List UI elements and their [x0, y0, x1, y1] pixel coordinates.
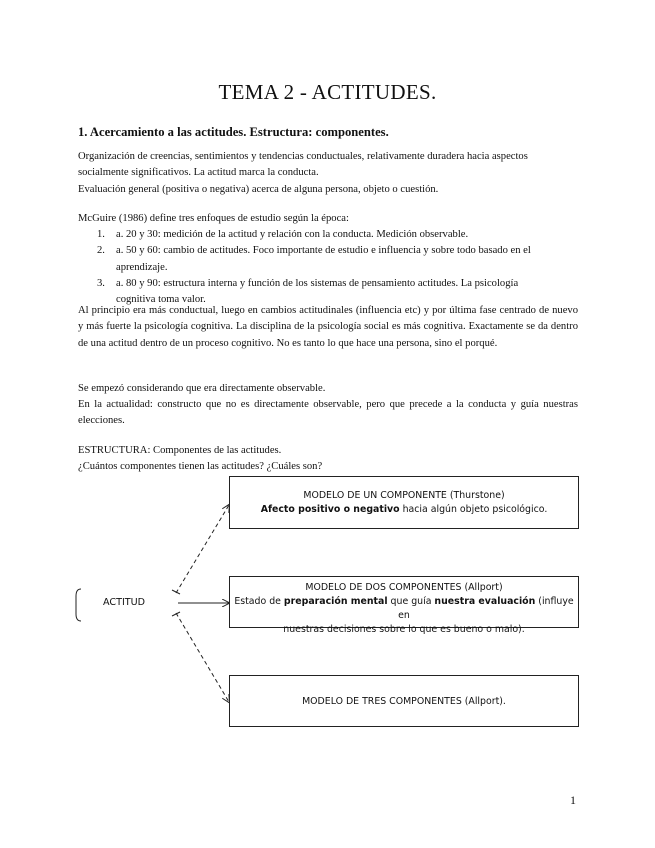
- model-three-box: [229, 675, 579, 727]
- definition-line: Evaluación general (positiva o negativa) acerca de alguna persona, objeto o cuestión.: [78, 183, 439, 195]
- list-item-text: a. 50 y 60: cambio de actitudes. Foco importante de estudio e influencia y sobre todo basado en el: [116, 245, 531, 257]
- definition-line: Organización de creencias, sentimientos y tendencias conductuales, relativamente duradera hacia aspectos: [78, 151, 528, 162]
- model-two-bold1: preparación mental: [283, 596, 388, 607]
- model-two-box: [229, 576, 579, 635]
- section-heading: 1. Acercamiento a las actitudes. Estructura: componentes.: [78, 125, 389, 139]
- arrow-to-model3: [176, 613, 229, 702]
- model-two-description: [230, 595, 578, 623]
- model-one-description: [230, 503, 578, 517]
- definition-line: socialmente significativos. La actitud marca la conducta.: [78, 167, 319, 179]
- model-two-mid: que guía: [387, 596, 435, 607]
- model-one-title: MODELO DE UN COMPONENTE (Thurstone): [303, 490, 505, 501]
- list-item-text: a. 80 y 90: estructura interna y función de los sistemas de pensamiento actitudes. La psicología: [116, 277, 519, 289]
- observable-current: En la actualidad: constructo que no es directamente observable, pero que precede a la conducta y guía nuestras elecciones.: [78, 399, 578, 427]
- model-two-bold2: nuestra evaluación: [434, 596, 536, 607]
- list-number: 2.: [97, 245, 105, 257]
- page-title: TEMA 2 - ACTITUDES.: [218, 80, 437, 104]
- estructura-question: ¿Cuántos componentes tienen las actitudes? ¿Cuáles son?: [78, 461, 323, 472]
- model-two-line3: nuestras decisiones sobre lo que es bueno o malo).: [283, 624, 525, 635]
- model-one-box: [229, 476, 579, 529]
- arrow-to-model1: [176, 505, 229, 593]
- history-paragraph: Al principio era más conductual, luego en cambios actitudinales (influencia etc) y por última fase centrado de nuevo y más fuerte la psicología cognitiva. La disciplina de la psicología social es más cognitiva. Exactamente se da dentro de una actitud dentro de un proceso cognitivo. No es tanto lo que hace una persona, sino el porqué.: [78, 305, 578, 349]
- list-item-text: cognitiva toma valor.: [116, 294, 206, 306]
- actitud-label: ACTITUD: [103, 597, 146, 608]
- model-three-title: MODELO DE TRES COMPONENTES (Allport).: [302, 696, 506, 707]
- observable-line: Se empezó considerando que era directamente observable.: [78, 383, 326, 394]
- list-number: 1.: [97, 229, 105, 240]
- estructura-line: ESTRUCTURA: Componentes de las actitudes.: [78, 445, 282, 456]
- list-number: 3.: [97, 277, 105, 289]
- list-item-text: aprendizaje.: [116, 261, 168, 273]
- model-one-rest: hacia algún objeto psicológico.: [399, 504, 548, 515]
- page-number: 1: [570, 793, 576, 807]
- model-two-title: MODELO DE DOS COMPONENTES (Allport): [305, 582, 503, 593]
- model-two-post: (influye en: [398, 596, 574, 621]
- model-two-pre: Estado de: [234, 596, 284, 607]
- mcguire-intro: McGuire (1986) define tres enfoques de estudio según la época:: [78, 213, 349, 224]
- model-one-bold: Afecto positivo o negativo: [260, 504, 400, 515]
- list-item-text: a. 20 y 30: medición de la actitud y relación con la conducta. Medición observable.: [116, 229, 469, 240]
